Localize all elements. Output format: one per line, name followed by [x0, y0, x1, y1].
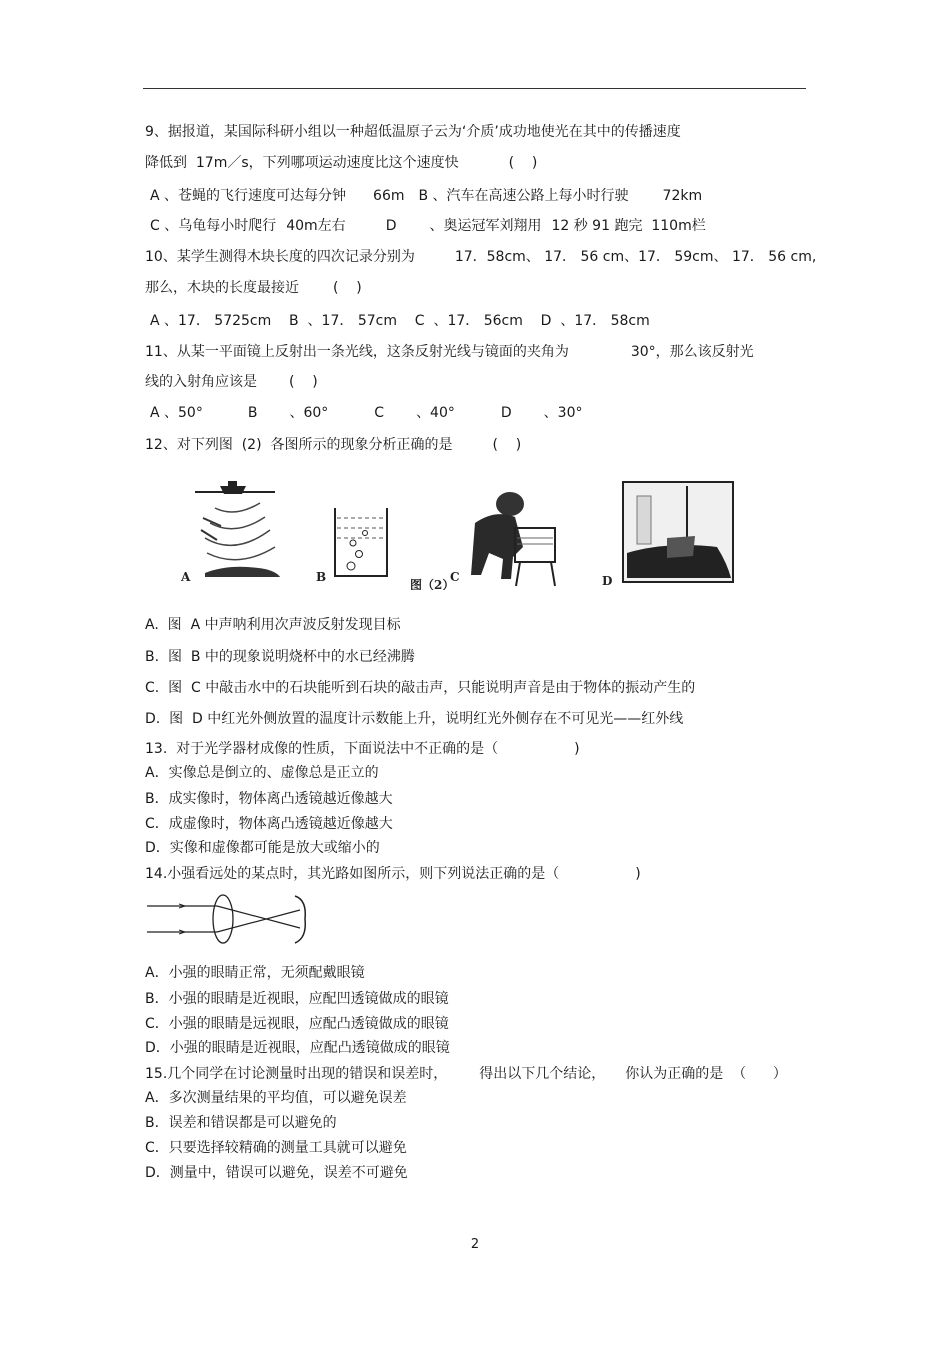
q9-option-d-value: 12 秒 91 跑完 110m栏 [551, 218, 706, 234]
q13-option-c: C．成虚像时，物体离凸透镜越近像越大 [145, 816, 393, 832]
q14-option-a: A．小强的眼睛正常，无须配戴眼镜 [145, 965, 365, 981]
q9-stem-text: 降低到 17m／s，下列哪项运动速度比这个速度快 [145, 155, 459, 171]
q12-stem-text: 12、对下列图 (2) 各图所示的现象分析正确的是 [145, 437, 453, 453]
figure-a-sonar [180, 481, 280, 584]
q13-option-b: B．成实像时，物体离凸透镜越近像越大 [145, 791, 393, 807]
q10-stem-text2: 那么，木块的长度最接近 [145, 280, 299, 296]
q9-stem-line2 [145, 154, 537, 172]
q12-figure-row [175, 478, 740, 590]
q11-option-a: A 、50° [150, 405, 203, 421]
q11-option-d: D [500, 405, 512, 421]
q9-option-b: B 、汽车在高速公路上每小时行驶 [418, 188, 629, 204]
figure-d-spectrum [602, 482, 733, 588]
q15-option-d: D．测量中，错误可以避免，误差不可避免 [145, 1165, 408, 1181]
q10-answer-bracket: ( ) [333, 280, 362, 296]
q14-option-c: C．小强的眼睛是远视眼，应配凸透镜做成的眼镜 [145, 1016, 449, 1032]
q13-bracket-end: ) [574, 741, 580, 757]
q14-bracket-end: ) [635, 866, 641, 882]
figure-c-listening [450, 492, 555, 586]
q11-stem-text2: 线的入射角应该是 [145, 374, 257, 390]
q14-eye-diagram [145, 892, 310, 950]
q14-option-b: B．小强的眼睛是近视眼，应配凹透镜做成的眼镜 [145, 991, 449, 1007]
q10-stem-text: 10、某学生测得木块长度的四次记录分别为 [145, 249, 415, 265]
q15-stem-text: 15.几个同学在讨论测量时出现的错误和误差时， [145, 1066, 448, 1082]
q10-stem-values: 17．58cm、 17． 56 cm、17． 59cm、 17． 56 cm, [454, 249, 817, 265]
q9-option-a-value: 66m [373, 188, 405, 204]
q13-stem-line [145, 740, 580, 758]
q11-stem-text: 11、从某一平面镜上反射出一条光线，这条反射光线与镜面的夹角为 [145, 344, 569, 360]
q12-option-c: C. 图 C 中敲击水中的石块能听到石块的敲击声，只能说明声音是由于物体的振动产生的 [145, 680, 696, 696]
q14-option-d: D．小强的眼睛是近视眼，应配凸透镜做成的眼镜 [145, 1040, 450, 1056]
q11-option-c: C [374, 405, 385, 421]
q13-stem-text: 13. 对于光学器材成像的性质，下面说法中不正确的是（ [145, 741, 499, 757]
q10-stem-line2 [145, 279, 362, 297]
q15-stem-mid: 得出以下几个结论， [479, 1066, 606, 1082]
q9-option-a: A 、苍蝇的飞行速度可达每分钟 [150, 188, 347, 204]
q12-option-b: B. 图 B 中的现象说明烧杯中的水已经沸腾 [145, 649, 415, 665]
q9-option-d-text: 、奥运冠军刘翔用 [429, 218, 542, 234]
q11-stem-line2 [145, 373, 318, 391]
figure-a-label: A [181, 570, 191, 584]
q9-options-cd [150, 217, 706, 235]
q9-option-c-value: 40m左右 [286, 218, 346, 234]
q11-options [150, 404, 583, 422]
q11-option-d-value: 、30° [543, 405, 583, 421]
q9-option-b-value: 72km [662, 188, 703, 204]
q9-option-c: C 、乌龟每小时爬行 [150, 218, 277, 234]
q12-stem-line [145, 436, 521, 454]
q9-answer-bracket: ( ) [508, 155, 538, 171]
q15-option-c: C．只要选择较精确的测量工具就可以避免 [145, 1140, 407, 1156]
q11-stem-value: 30°，那么该反射光 [630, 344, 754, 360]
q12-option-d: D. 图 D 中红光外侧放置的温度计示数能上升，说明红光外侧存在不可见光——红外线 [145, 711, 684, 727]
q14-stem-text: 14.小强看远处的某点时，其光路如图所示，则下列说法正确的是（ [145, 866, 560, 882]
q11-option-b: B [247, 405, 258, 421]
q10-options: A 、17． 5725cm B 、17． 57cm C 、17． 56cm D 、17． 58cm [150, 313, 650, 329]
page-number: 2 [470, 1237, 480, 1252]
q13-option-a: A．实像总是倒立的、虚像总是正立的 [145, 765, 379, 781]
header-rule [143, 88, 806, 89]
figure-b-beaker [316, 508, 387, 584]
q9-option-d: D [385, 218, 397, 234]
q11-answer-bracket: ( ) [289, 374, 318, 390]
q9-options-ab [150, 187, 702, 205]
q15-option-a: A．多次测量结果的平均值，可以避免误差 [145, 1090, 407, 1106]
q15-option-b: B．误差和错误都是可以避免的 [145, 1115, 337, 1131]
q12-option-a: A. 图 A 中声呐利用次声波反射发现目标 [145, 617, 401, 633]
q9-stem-line1: 9、据报道，某国际科研小组以一种超低温原子云为‘介质’成功地使光在其中的传播速度 [145, 124, 681, 140]
q15-stem-line [145, 1065, 787, 1083]
figure-b-label: B [316, 570, 327, 584]
q12-figure-caption: 图（2） [410, 578, 455, 590]
figure-d-label: D [602, 574, 613, 588]
q12-figure [175, 478, 740, 590]
figure-c-label: C [450, 570, 460, 584]
q11-option-b-value: 、60° [289, 405, 329, 421]
q13-option-d: D．实像和虚像都可能是放大或缩小的 [145, 840, 380, 856]
q14-stem-line [145, 865, 641, 883]
q10-stem-line1 [145, 248, 816, 266]
q11-option-c-value: 、40° [416, 405, 455, 421]
q12-answer-bracket: ( ) [492, 437, 522, 453]
q11-stem-line1 [145, 343, 754, 361]
q15-stem-end: 你认为正确的是 （ ） [625, 1066, 787, 1082]
